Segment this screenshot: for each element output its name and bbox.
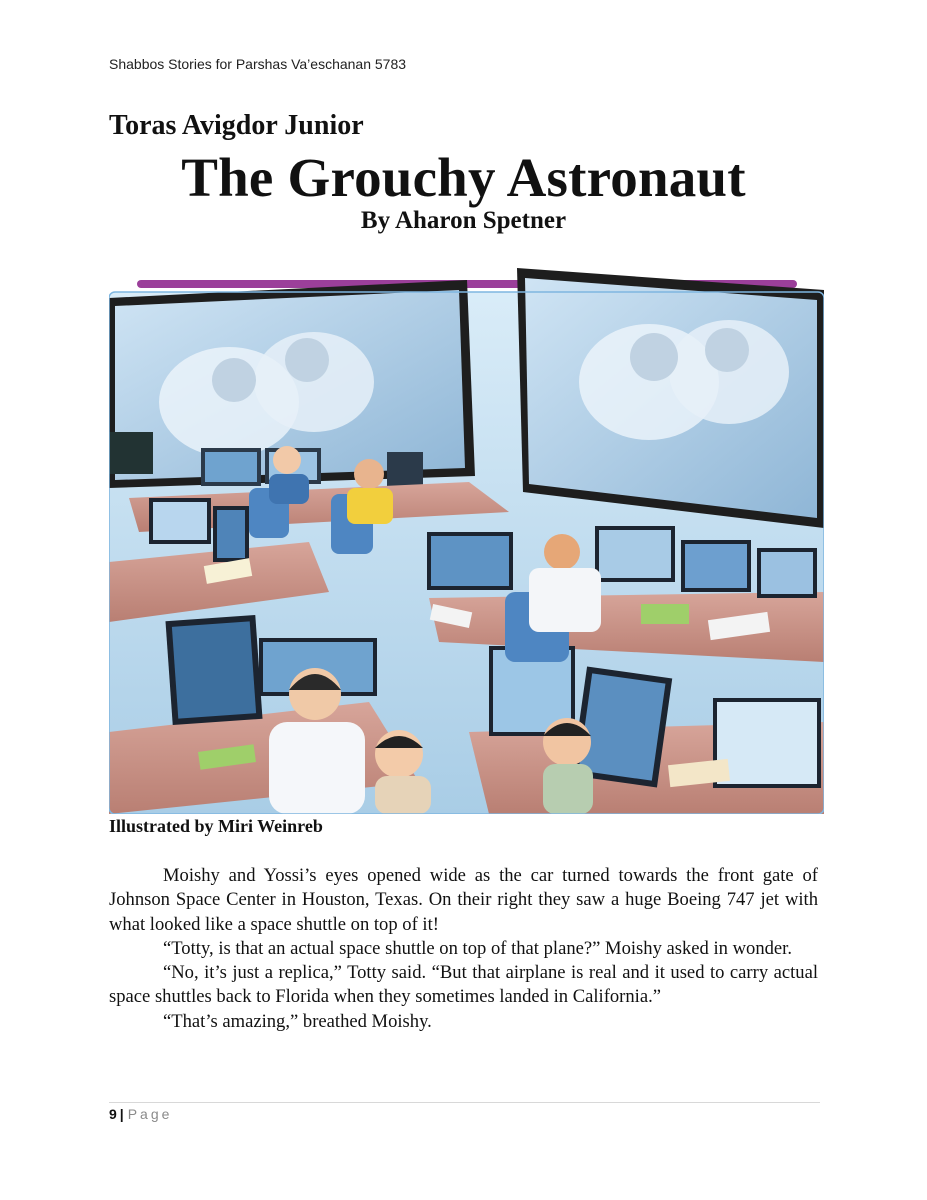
story-paragraph: “No, it’s just a replica,” Totty said. “But that airplane is real and it used to carry actual space shuttles back to Florida when they sometimes landed in California.” [109, 962, 818, 1008]
mission-control-illustration [109, 262, 824, 814]
story-title: The Grouchy Astronaut [181, 147, 746, 208]
story-paragraph: “Totty, is that an actual space shuttle on top of that plane?” Moishy asked in wonder. [163, 937, 792, 959]
series-title: Toras Avigdor Junior [109, 110, 364, 141]
story-body [109, 864, 818, 1034]
running-head: Shabbos Stories for Parshas Va’eschanan 5783 [109, 56, 407, 72]
page-number: 9 [109, 1106, 117, 1122]
illustration-credit: Illustrated by Miri Weinreb [109, 816, 323, 836]
footer-separator: | [119, 1106, 124, 1122]
story-paragraph: Moishy and Yossi’s eyes opened wide as the car turned towards the front gate of Johnson Space Center in Houston, Texas. On their right they saw a huge Boeing 747 jet with what looked like a space shuttle on top of it! [109, 865, 818, 935]
page-footer [109, 1106, 172, 1122]
story-paragraph: “That’s amazing,” breathed Moishy. [163, 1010, 432, 1032]
footer-divider [109, 1102, 820, 1103]
story-byline: By Aharon Spetner [360, 207, 567, 234]
page-label: Page [127, 1106, 173, 1122]
